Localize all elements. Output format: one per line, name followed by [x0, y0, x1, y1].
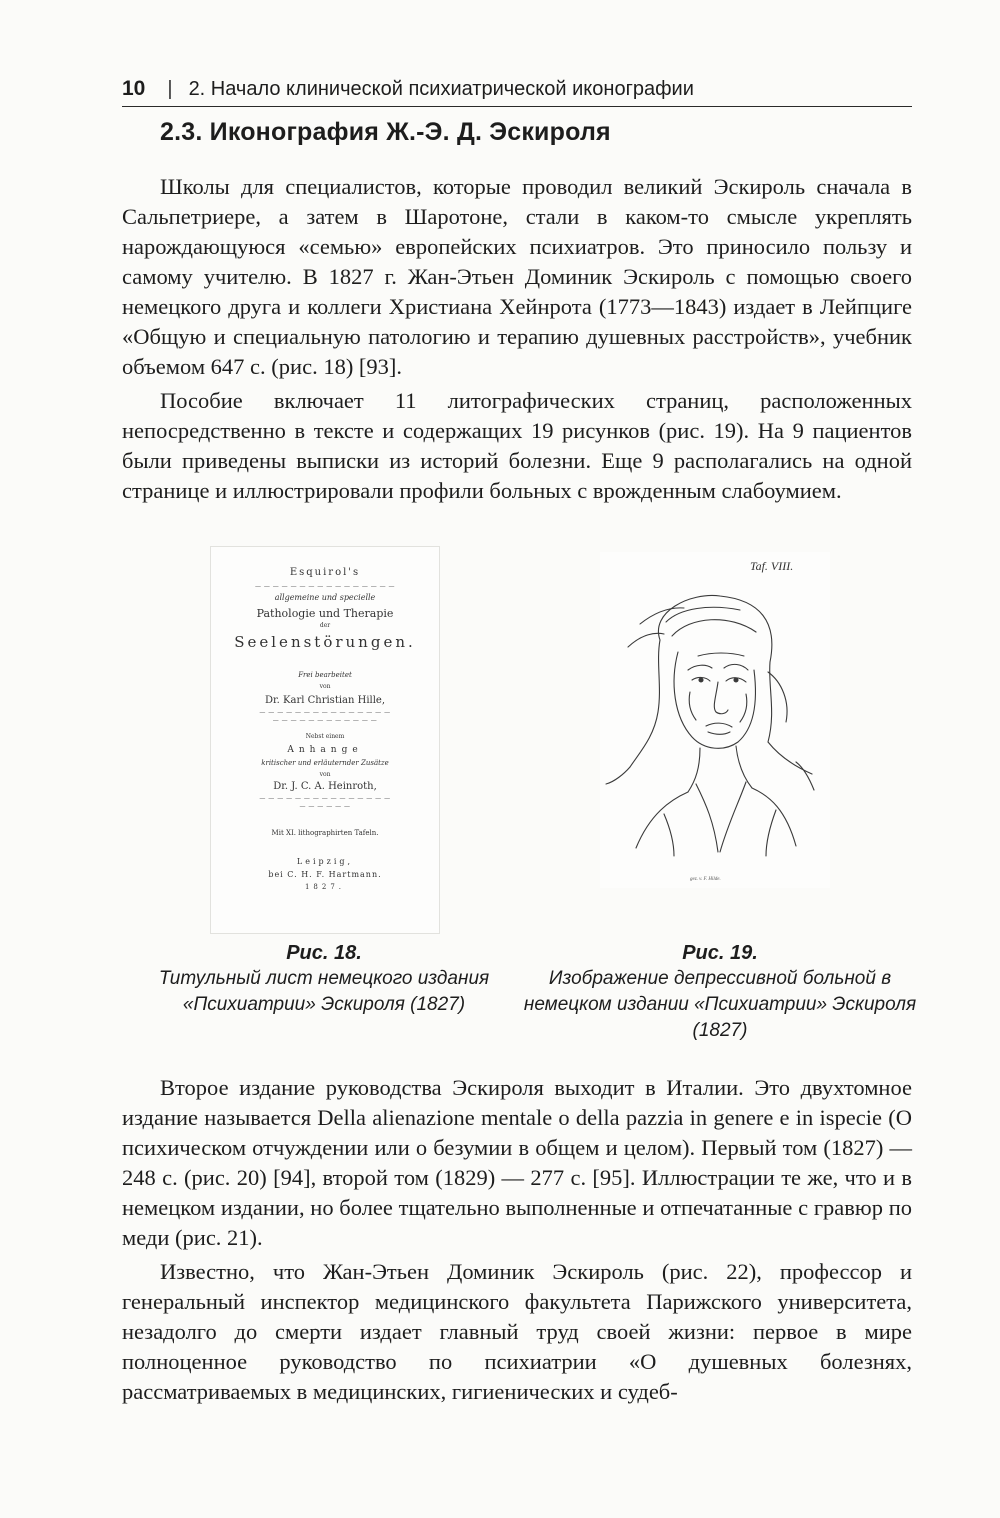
figure-19-caption-text: Изображение депрессивной больной в немецком издании «Психиатрии» Эскироля (1827): [523, 968, 917, 1041]
title-page-line: Seelenstörungen.: [234, 633, 416, 651]
title-page-smallprint-rule: — — — — — — — — — — — — — — —: [259, 795, 391, 802]
body-text-top: [122, 172, 912, 506]
header-separator: |: [167, 77, 173, 100]
paragraph: Школы для специалистов, которые проводил великий Эскироль сначала в Сальпетриере, а затем в Шаротоне, стали в каком-то смысле укреплять нарождающуюся «семью» европейских психиатров. Это приносило пользу и самому учителю. В 1827 г. Жан-Этьен Доминик Эскироль с помощью своего немецкого друга и коллеги Христиана Хейнрота (1773—1843) издает в Лейпциге «Общую и специальную патологию и терапию душевных расстройств», учебник объемом 647 с. (рис. 18) [93].: [122, 174, 912, 379]
portrait-sketch: [600, 552, 830, 888]
title-page-line: der: [319, 622, 331, 629]
title-page-smallprint-rule: — — — — — — — — — — — — — — — —: [254, 583, 396, 590]
title-page-line: Mit XI. lithographirten Tafeln.: [271, 829, 379, 837]
figure-18-caption: [124, 940, 524, 1018]
title-page-line: allgemeine und specielle: [274, 593, 376, 602]
title-page-line: Leipzig,: [296, 857, 354, 866]
title-page-line: kritischer und erläuternder Zusätze: [261, 759, 389, 767]
title-page-line: Frei bearbeitet: [298, 671, 352, 679]
body-text-bottom: [122, 1073, 912, 1407]
title-page-line: Dr. J. C. A. Heinroth,: [273, 781, 377, 792]
figure-18-caption-text: Титульный лист немецкого издания «Психиатрии» Эскироля (1827): [158, 968, 490, 1015]
title-page-line: von: [319, 771, 331, 778]
title-page-line: Anhange: [287, 745, 363, 755]
figure-18-title-page-image: [210, 546, 440, 934]
title-page-smallprint-rule: — — — — — — — — — — — —: [272, 717, 378, 724]
figure-18-number: Рис. 18.: [286, 942, 362, 964]
page-number: 10: [122, 77, 146, 100]
title-page-line: 1827.: [304, 883, 346, 891]
portrait-lines: [606, 595, 814, 856]
chapter-title: 2. Начало клинической психиатрической иконографии: [188, 77, 694, 100]
running-head: [122, 72, 912, 107]
paragraph: Пособие включает 11 литографических страниц, расположенных непосредственно в тексте и содержащих 19 рисунков (рис. 19). На 9 пациентов были приведены выписки из историй болезни. Еще 9 располагались на одной странице и иллюстрировали профили больных с врожденным слабоумием.: [122, 388, 912, 503]
title-page-line: Esquirol's: [289, 567, 361, 578]
title-page-line: Nebst einem: [305, 733, 345, 740]
section-title: 2.3. Иконография Ж.-Э. Д. Эскироля: [160, 118, 611, 146]
artist-signature: gez. v. F. Hilde.: [690, 877, 721, 882]
title-page-smallprint-rule: — — — — — —: [299, 803, 351, 810]
figure-19-number: Рис. 19.: [682, 942, 758, 964]
title-page-smallprint-rule: — — — — — — — — — — — — — — —: [259, 709, 391, 716]
figure-19-portrait-image: [600, 552, 830, 888]
paragraph: Известно, что Жан-Этьен Доминик Эскироль (рис. 22), профессор и генеральный инспектор медицинского факультета Парижского университета, незадолго до смерти издает главный труд своей жизни: первое в мире полноценное руководство по психиатрии «О душевных болезнях, рассматриваемых в медицинских, гигиенических и судеб-: [122, 1259, 912, 1404]
title-page-line: Pathologie und Therapie: [256, 607, 394, 620]
figure-19-caption: [520, 940, 920, 1044]
paragraph: Второе издание руководства Эскироля выходит в Италии. Это двухтомное издание называется Della alienazione mentale o della pazzia in genere e in ispecie (О психическом отчуждении или о безумии в общем и целом). Первый том (1827) — 248 с. (рис. 20) [94], второй том (1829) — 277 с. [95]. Иллюстрации те же, что и в немецком издании, но более тщательно выполненные и отпечатанные с гравюр по меди (рис. 21).: [122, 1075, 912, 1250]
title-page-line: von: [319, 683, 331, 690]
title-page-line: Dr. Karl Christian Hille,: [264, 695, 386, 706]
title-page-line: bei C. H. F. Hartmann.: [268, 870, 382, 879]
plate-label: Taf. VIII.: [750, 559, 794, 573]
